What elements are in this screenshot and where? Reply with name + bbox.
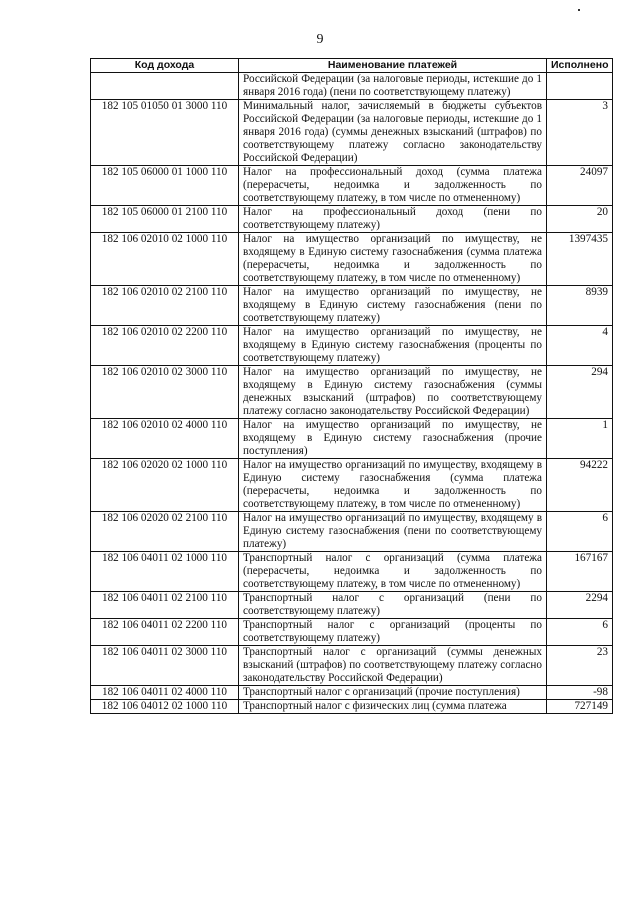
table-row (91, 552, 613, 592)
header-done: Исполнено (547, 59, 613, 73)
table-row (91, 646, 613, 686)
income-code-cell: 182 105 06000 01 1000 110 (91, 166, 239, 206)
income-code-cell: 182 106 04011 02 1000 110 (91, 552, 239, 592)
income-code-cell: 182 106 04011 02 4000 110 (91, 686, 239, 700)
table-row (91, 592, 613, 619)
table-header-row (91, 59, 613, 73)
income-code-cell: 182 106 04012 02 1000 110 (91, 700, 239, 714)
income-code-cell: 182 105 01050 01 3000 110 (91, 100, 239, 166)
payment-name-cell: Налог на профессиональный доход (сумма платежа (перерасчеты, недоимка и задолженность по соответствующему платежу, в том числе по отмененному) (239, 166, 547, 206)
amount-cell: 1397435 (547, 233, 613, 286)
payment-name-cell: Налог на профессиональный доход (пени по соответствующему платежу) (239, 206, 547, 233)
amount-cell: 4 (547, 326, 613, 366)
amount-cell: -98 (547, 686, 613, 700)
table-row (91, 73, 613, 100)
table-row (91, 206, 613, 233)
payment-name-cell: Налог на имущество организаций по имуществу, не входящему в Единую систему газоснабжения (сумма платежа (перерасчеты, недоимка и задолженность по соответствующему платежу, в том числе по отмененному) (239, 233, 547, 286)
amount-cell: 2294 (547, 592, 613, 619)
table-row (91, 700, 613, 714)
table-row (91, 366, 613, 419)
payment-name-cell: Налог на имущество организаций по имуществу, не входящему в Единую систему газоснабжения (проценты по соответствующему платежу) (239, 326, 547, 366)
amount-cell: 24097 (547, 166, 613, 206)
income-code-cell: 182 105 06000 01 2100 110 (91, 206, 239, 233)
page-number: 9 (316, 32, 324, 47)
payment-name-cell: Российской Федерации (за налоговые периоды, истекшие до 1 января 2016 года) (пени по соответствующему платежу) (239, 73, 547, 100)
payment-name-cell: Налог на имущество организаций по имуществу, не входящему в Единую систему газоснабжения (прочие поступления) (239, 419, 547, 459)
table-body (91, 73, 613, 714)
amount-cell: 6 (547, 619, 613, 646)
income-code-cell: 182 106 02010 02 2200 110 (91, 326, 239, 366)
payment-name-cell: Налог на имущество организаций по имуществу, не входящему в Единую систему газоснабжения (суммы денежных взысканий (штрафов) по соответствующему платежу согласно законодательству Российской Федерации) (239, 366, 547, 419)
payment-name-cell: Транспортный налог с организаций (суммы денежных взысканий (штрафов) по соответствующему платежу согласно законодательству Российской Федерации) (239, 646, 547, 686)
amount-cell: 294 (547, 366, 613, 419)
amount-cell: 727149 (547, 700, 613, 714)
income-code-cell: 182 106 02010 02 2100 110 (91, 286, 239, 326)
amount-cell: 1 (547, 419, 613, 459)
amount-cell: 23 (547, 646, 613, 686)
payment-name-cell: Налог на имущество организаций по имуществу, не входящему в Единую систему газоснабжения (пени по соответствующему платежу) (239, 286, 547, 326)
table-row (91, 286, 613, 326)
income-code-cell: 182 106 04011 02 3000 110 (91, 646, 239, 686)
income-code-cell: 182 106 02020 02 1000 110 (91, 459, 239, 512)
payment-name-cell: Транспортный налог с физических лиц (сумма платежа (239, 700, 547, 714)
amount-cell: 3 (547, 100, 613, 166)
table-row (91, 100, 613, 166)
payment-name-cell: Транспортный налог с организаций (пени по соответствующему платежу) (239, 592, 547, 619)
table-row (91, 326, 613, 366)
table-row (91, 233, 613, 286)
payment-name-cell: Транспортный налог с организаций (сумма платежа (перерасчеты, недоимка и задолженность по соответствующему платежу, в том числе по отмененному) (239, 552, 547, 592)
amount-cell: 20 (547, 206, 613, 233)
header-name: Наименование платежей (239, 59, 547, 73)
revenue-table (90, 58, 613, 714)
table-row (91, 459, 613, 512)
payment-name-cell: Налог на имущество организаций по имуществу, входящему в Единую систему газоснабжения (сумма платежа (перерасчеты, недоимка и задолженность по соответствующему платежу, в том числе по отмененному) (239, 459, 547, 512)
income-code-cell: 182 106 02010 02 3000 110 (91, 366, 239, 419)
amount-cell: 8939 (547, 286, 613, 326)
income-code-cell: 182 106 02020 02 2100 110 (91, 512, 239, 552)
payment-name-cell: Налог на имущество организаций по имуществу, входящему в Единую систему газоснабжения (пени по соответствующему платежу) (239, 512, 547, 552)
income-code-cell: 182 106 04011 02 2200 110 (91, 619, 239, 646)
header-code: Код дохода (91, 59, 239, 73)
table-row (91, 619, 613, 646)
scan-speck (578, 9, 580, 11)
amount-cell (547, 73, 613, 100)
table-row (91, 512, 613, 552)
income-code-cell (91, 73, 239, 100)
table-row (91, 686, 613, 700)
payment-name-cell: Транспортный налог с организаций (проценты по соответствующему платежу) (239, 619, 547, 646)
amount-cell: 6 (547, 512, 613, 552)
table-row (91, 166, 613, 206)
payment-name-cell: Минимальный налог, зачисляемый в бюджеты субъектов Российской Федерации (за налоговые периоды, истекшие до 1 января 2016 года) (суммы денежных взысканий (штрафов) по соответствующему платежу согласно законодательству Российской Федерации) (239, 100, 547, 166)
income-code-cell: 182 106 04011 02 2100 110 (91, 592, 239, 619)
income-code-cell: 182 106 02010 02 1000 110 (91, 233, 239, 286)
amount-cell: 94222 (547, 459, 613, 512)
table-row (91, 419, 613, 459)
amount-cell: 167167 (547, 552, 613, 592)
income-code-cell: 182 106 02010 02 4000 110 (91, 419, 239, 459)
payment-name-cell: Транспортный налог с организаций (прочие поступления) (239, 686, 547, 700)
